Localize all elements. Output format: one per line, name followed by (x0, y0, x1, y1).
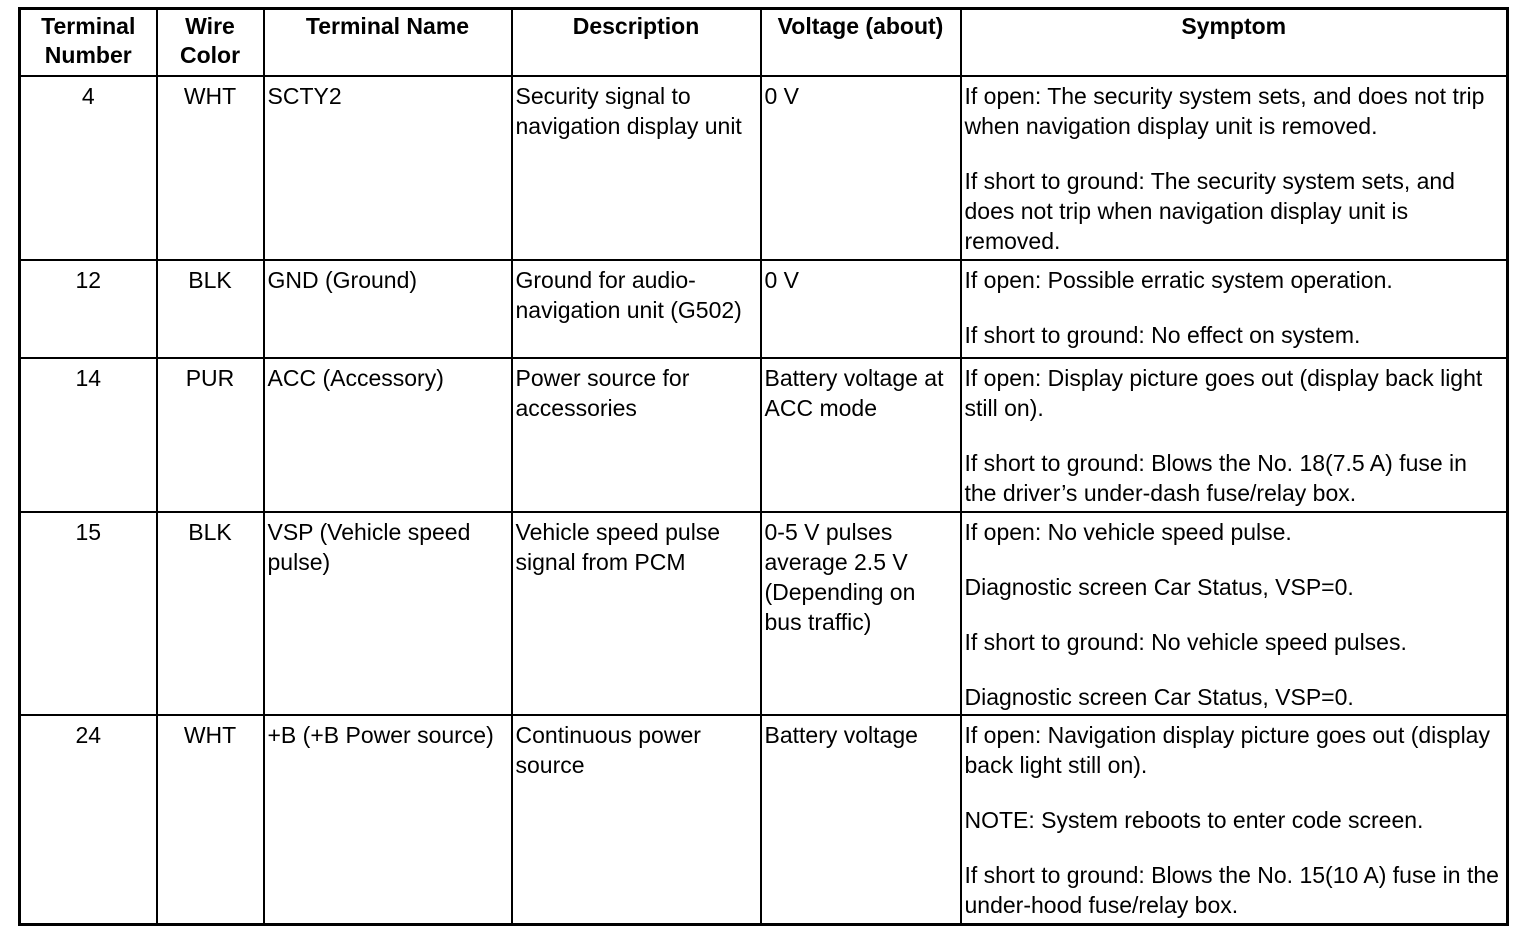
cell-symptom (961, 358, 1508, 512)
table-row (20, 512, 1508, 715)
cell-wire-color: BLK (157, 260, 264, 358)
cell-terminal-number: 24 (20, 715, 157, 925)
symptom-line: If open: Possible erratic system operation. (964, 267, 1393, 293)
cell-voltage: 0 V (761, 260, 961, 358)
cell-description: Ground for audio-navigation unit (G502) (512, 260, 761, 358)
cell-description: Vehicle speed pulse signal from PCM (512, 512, 761, 715)
symptom-line: Diagnostic screen Car Status, VSP=0. (964, 684, 1354, 710)
cell-terminal-name: ACC (Accessory) (264, 358, 512, 512)
header-terminal-number: Terminal Number (20, 9, 157, 77)
cell-description: Continuous power source (512, 715, 761, 925)
symptom-line: If short to ground: No vehicle speed pulses. (964, 629, 1407, 655)
table-row (20, 715, 1508, 925)
cell-terminal-number: 14 (20, 358, 157, 512)
cell-terminal-name: GND (Ground) (264, 260, 512, 358)
cell-symptom (961, 260, 1508, 358)
cell-voltage: 0 V (761, 76, 961, 260)
header-wire-color: Wire Color (157, 9, 264, 77)
terminal-spec-table (18, 7, 1509, 926)
cell-terminal-name: SCTY2 (264, 76, 512, 260)
table-row (20, 76, 1508, 260)
symptom-line: If short to ground: The security system sets, and does not trip when navigation display unit is removed. (964, 168, 1455, 254)
cell-wire-color: WHT (157, 76, 264, 260)
cell-wire-color: WHT (157, 715, 264, 925)
cell-terminal-number: 4 (20, 76, 157, 260)
cell-voltage: 0-5 V pulses average 2.5 V (Depending on bus traffic) (761, 512, 961, 715)
symptom-line: If open: The security system sets, and does not trip when navigation display unit is removed. (964, 83, 1485, 139)
header-terminal-name: Terminal Name (264, 9, 512, 77)
table-row (20, 358, 1508, 512)
cell-terminal-number: 12 (20, 260, 157, 358)
symptom-line: If open: Navigation display picture goes out (display back light still on). (964, 722, 1490, 778)
cell-terminal-name: +B (+B Power source) (264, 715, 512, 925)
cell-description: Security signal to navigation display unit (512, 76, 761, 260)
cell-voltage: Battery voltage (761, 715, 961, 925)
symptom-line: If open: Display picture goes out (display back light still on). (964, 365, 1483, 421)
table-header-row (20, 9, 1508, 77)
symptom-line: Diagnostic screen Car Status, VSP=0. (964, 574, 1354, 600)
symptom-line: If short to ground: Blows the No. 18(7.5 A) fuse in the driver’s under-dash fuse/relay box. (964, 450, 1467, 506)
table-row (20, 260, 1508, 358)
symptom-line: NOTE: System reboots to enter code screen. (964, 807, 1424, 833)
cell-description: Power source for accessories (512, 358, 761, 512)
header-symptom: Symptom (961, 9, 1508, 77)
cell-terminal-name: VSP (Vehicle speed pulse) (264, 512, 512, 715)
header-description: Description (512, 9, 761, 77)
symptom-line: If short to ground: No effect on system. (964, 322, 1361, 348)
cell-wire-color: BLK (157, 512, 264, 715)
cell-wire-color: PUR (157, 358, 264, 512)
cell-voltage: Battery voltage at ACC mode (761, 358, 961, 512)
symptom-line: If short to ground: Blows the No. 15(10 A) fuse in the under-hood fuse/relay box. (964, 862, 1499, 918)
cell-symptom (961, 715, 1508, 925)
cell-symptom (961, 512, 1508, 715)
header-voltage: Voltage (about) (761, 9, 961, 77)
cell-symptom (961, 76, 1508, 260)
cell-terminal-number: 15 (20, 512, 157, 715)
symptom-line: If open: No vehicle speed pulse. (964, 519, 1292, 545)
